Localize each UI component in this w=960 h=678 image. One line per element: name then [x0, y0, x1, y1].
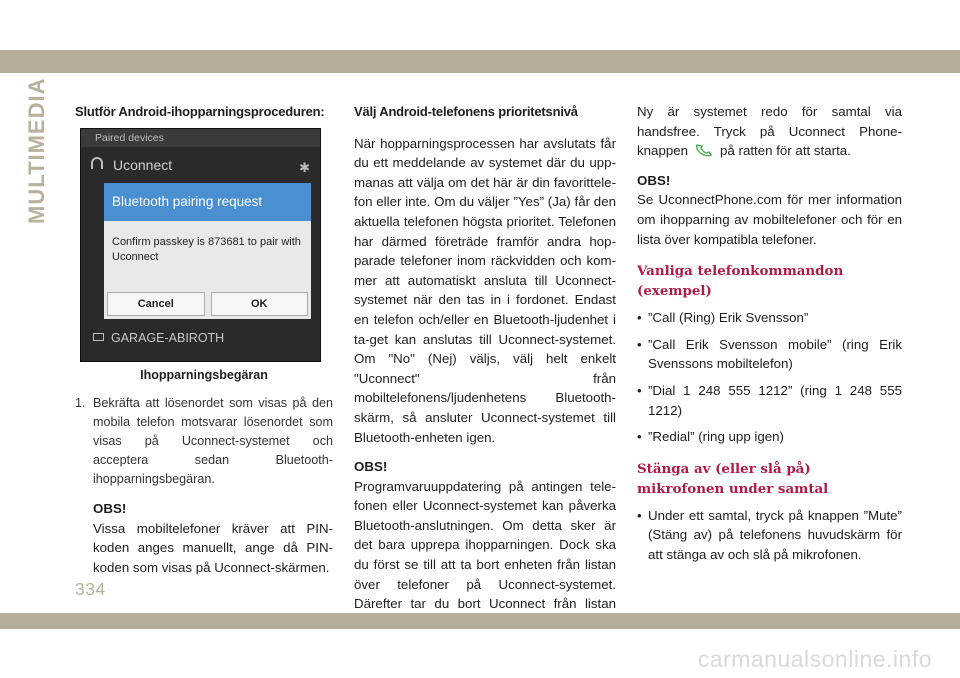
- step-1: [75, 394, 333, 489]
- step-number: 1.: [75, 396, 86, 411]
- obs-text: Programvaruuppdatering på antingen tele-fonen eller Uconnect-systemet kan påverka Bluetooth-anslutningen. Om detta sker är det bara upprepa ihopparningen. Dock ska du först se till att ta bort enheten från listan över telefoner på Uconnect-systemet. Därefter tar du bort Uconnect från listan: [354, 478, 616, 612]
- list-item: • ”Call (Ring) Erik Svensson”: [637, 310, 809, 326]
- ready-text-start: Ny är systemet redo för samtal via handsfree. Tryck på Uconnect Phone-knappen: [637, 104, 902, 159]
- list-item: • ”Redial” (ring upp igen): [637, 429, 784, 445]
- footer-bar: [0, 613, 960, 629]
- gear-icon: ✱: [299, 159, 310, 175]
- column-3: [637, 102, 902, 565]
- obs-label: OBS!: [637, 172, 671, 188]
- step-text: Bekräfta att lösenordet som visas på den mobila telefon motsvarar lösenordet som visas på Uconnect-systemet och acceptera sedan Bluetooth-ihopparningsbegäran.: [93, 396, 333, 487]
- obs-text: Vissa mobiltelefoner kräver att PIN-koden anges manuellt, ange då PIN-koden som visas på Uconnect-skärmen.: [93, 520, 333, 575]
- cancel-button[interactable]: Cancel: [107, 292, 205, 316]
- column-1: [75, 102, 333, 578]
- watermark: carmanualsonline.info: [697, 646, 932, 672]
- priority-paragraph: När hopparningsprocessen har avslutats får du ett meddelande av systemet där du upp-manas att välja om det här är din favorittele-fon eller inte. Om du väljer ”Yes” (Ja) får den aktuella telefonen högsta prioritet. Telefonen har därmed företräde framför andra hop-parade telefoner inom räckvidden och kom-mer att automatiskt ansluta till Uconnect-systemet när den tas in i fordonet. Endast en telefon och/eller en Bluetooth-ljudenhet i ta-get kan anslutas till Uconnect-systemet. Om "No" (Nej) väljs, välj helt enkelt "Uconnect" från mobiltelefonens/ljudenhetens Bluetooth-skärm, så ansluter Uconnect-systemet till Bluetooth-enheten igen.: [354, 135, 616, 445]
- pairing-heading: Slutför Android-ihopparningsproceduren:: [75, 104, 325, 119]
- commands-heading: Vanliga telefonkommandon (exempel): [637, 263, 844, 300]
- obs-label: OBS!: [354, 459, 388, 475]
- device-row-garage: GARAGE-ABIROTH: [111, 330, 225, 345]
- header-bar: [0, 50, 960, 73]
- figure-caption: Ihopparningsbegäran: [140, 367, 268, 382]
- ready-paragraph: [637, 102, 902, 161]
- pairing-dialog: [104, 183, 311, 319]
- paired-devices-header: Paired devices: [81, 129, 320, 147]
- priority-heading: Välj Android-telefonens prioritetsnivå: [354, 104, 578, 119]
- mute-heading: Stänga av (eller slå på) mikrofonen under samtal: [637, 460, 829, 497]
- list-item: • ”Call Erik Svensson mobile” (ring Erik Svenssons mobiltelefon): [637, 336, 902, 372]
- pairing-screenshot: [80, 128, 321, 362]
- ready-text-end: på ratten för att starta.: [720, 143, 851, 159]
- dialog-title: Bluetooth pairing request: [104, 183, 311, 221]
- list-item: • ”Dial 1 248 555 1212” (ring 1 248 555 1212): [637, 382, 902, 418]
- obs-text: Se UconnectPhone.com för mer information om ihopparning av mobiltelefoner och för en lista över kompatibla telefoner.: [637, 192, 902, 247]
- page-number: 334: [75, 579, 106, 599]
- obs-label: OBS!: [93, 501, 127, 517]
- device-row-uconnect: Uconnect: [113, 156, 173, 173]
- column-2: [354, 102, 616, 653]
- dialog-message: Confirm passkey is 873681 to pair with Uconnect: [112, 235, 301, 263]
- dialog-buttons: [104, 289, 311, 319]
- top-margin: [0, 0, 960, 36]
- phone-icon: [694, 143, 716, 157]
- list-item: • Under ett samtal, tryck på knappen ”Mute” (Stäng av) på telefonens huvudskärm för att stänga av och slå på mikrofonen.: [637, 507, 902, 562]
- ok-button[interactable]: OK: [211, 292, 309, 316]
- section-tab-label: MULTIMEDIA: [24, 77, 49, 224]
